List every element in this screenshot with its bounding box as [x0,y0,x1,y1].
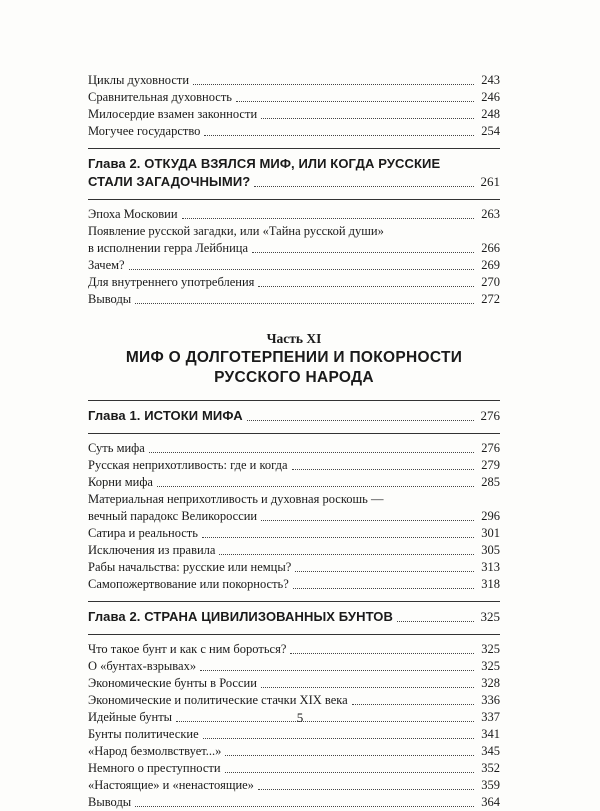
toc-entry: Бунты политические 341 [88,727,500,741]
toc-entry: Русская неприхотливость: где и когда 279 [88,458,500,472]
toc-entry: Эпоха Московии 263 [88,207,500,221]
divider [88,400,500,401]
chapter-heading-line1: Глава 2. ОТКУДА ВЗЯЛСЯ МИФ, ИЛИ КОГДА РУССКИЕ [88,156,441,171]
toc-group-top [88,72,500,140]
table-of-contents [88,72,500,811]
toc-entry: Что такое бунт и как с ним бороться? 325 [88,642,500,656]
toc-entry: Суть мифа 276 [88,441,500,455]
part-title-line2: РУССКОГО НАРОДА [214,369,374,386]
toc-entry: Рабы начальства: русские или немцы? 313 [88,560,500,574]
toc-entry: Выводы 272 [88,292,500,306]
toc-entry: Милосердие взамен законности 248 [88,107,500,121]
divider [88,634,500,635]
toc-entry: Экономические бунты в России 328 [88,676,500,690]
toc-entry-wrapped-line2: в исполнении герра Лейбница 266 [88,241,500,255]
chapter-heading-line2: СТАЛИ ЗАГАДОЧНЫМИ? 261 [88,174,500,189]
divider [88,199,500,200]
toc-entry: Самопожертвование или покорность? 318 [88,577,500,591]
toc-entry-wrapped-line1: Появление русской загадки, или «Тайна русской души» [88,224,384,238]
toc-entry-wrapped-line1: Материальная неприхотливость и духовная роскошь — [88,492,384,506]
chapter-2-riots: Глава 2. СТРАНА ЦИВИЛИЗОВАННЫХ БУНТОВ 325 [88,609,500,624]
toc-entry: Сравнительная духовность 246 [88,90,500,104]
page-number: 5 [296,710,304,725]
divider [88,433,500,434]
part-title-line1: МИФ О ДОЛГОТЕРПЕНИИ И ПОКОРНОСТИ [125,349,463,366]
toc-entry: Для внутреннего употребления 270 [88,275,500,289]
part-heading [88,330,500,388]
chapter-1-origins: Глава 1. ИСТОКИ МИФА 276 [88,408,500,423]
toc-group-chapter-a [88,206,500,308]
toc-entry: «Настоящие» и «ненастоящие» 359 [88,778,500,792]
divider [88,601,500,602]
toc-entry-wrapped-line2: вечный парадокс Великороссии 296 [88,509,500,523]
toc-entry: Могучее государство 254 [88,124,500,138]
toc-entry: Зачем? 269 [88,258,500,272]
divider [88,148,500,149]
toc-entry: Немного о преступности 352 [88,761,500,775]
toc-group-chapter-c [88,641,500,811]
toc-entry: Корни мифа 285 [88,475,500,489]
toc-group-chapter-b [88,440,500,593]
toc-entry: «Народ безмолвствует...» 345 [88,744,500,758]
chapter-2-myth [88,155,500,191]
toc-entry: Исключения из правила 305 [88,543,500,557]
part-label: Часть XI [266,331,322,346]
toc-entry: Выводы 364 [88,795,500,809]
toc-entry: О «бунтах-взрывах» 325 [88,659,500,673]
toc-entry: Экономические и политические стачки XIX века 336 [88,693,500,707]
toc-entry: Циклы духовности 243 [88,73,500,87]
toc-entry: Идейные бунты 337 [88,710,500,724]
toc-entry: Сатира и реальность 301 [88,526,500,540]
